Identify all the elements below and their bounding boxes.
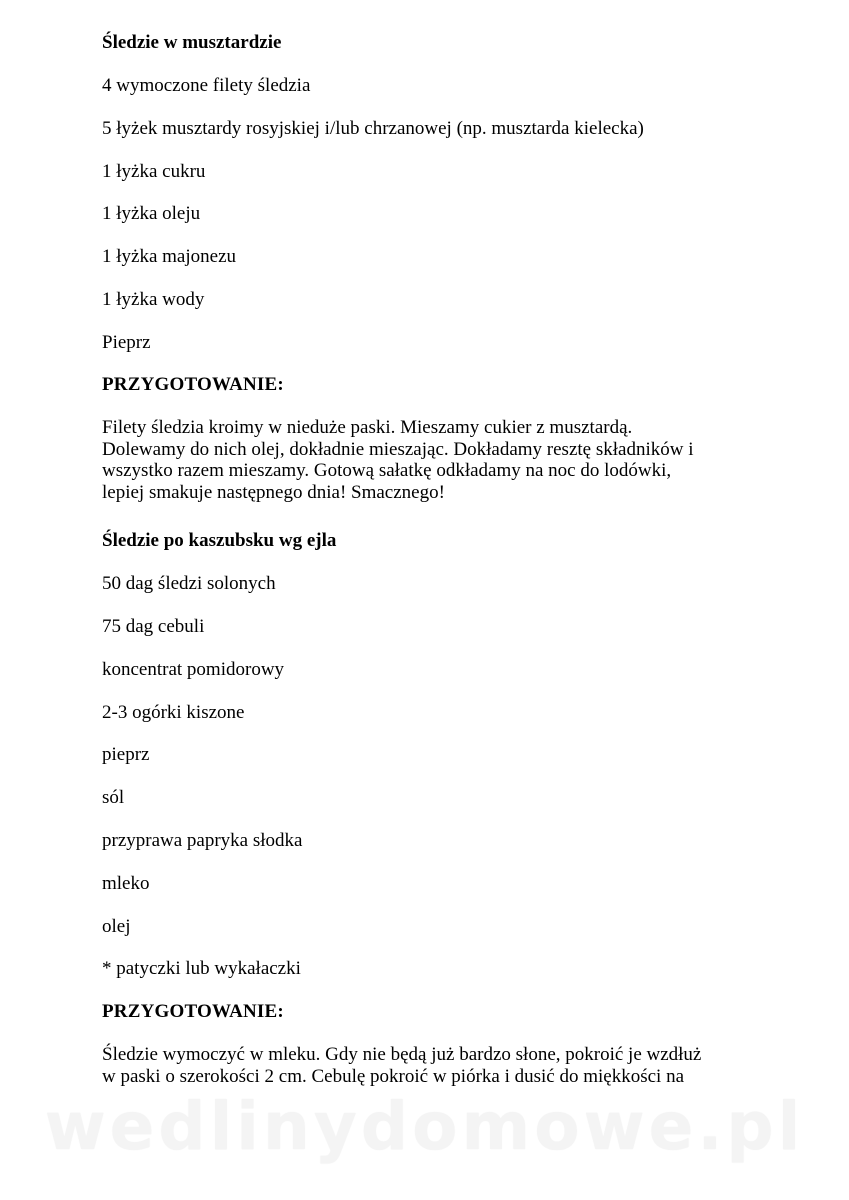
recipe1-prep-line: wszystko razem mieszamy. Gotową sałatkę odkładamy na noc do lodówki,	[102, 460, 672, 481]
recipe2-title: Śledzie po kaszubsku wg ejla	[102, 530, 337, 551]
recipe2-prep-line: Śledzie wymoczyć w mleku. Gdy nie będą już bardzo słone, pokroić je wzdłuż	[102, 1044, 702, 1065]
recipe1-ingredient: Pieprz	[102, 332, 151, 353]
recipe2-ingredient: olej	[102, 916, 131, 937]
recipe1-ingredient: 1 łyżka wody	[102, 289, 205, 310]
recipe1-ingredient: 5 łyżek musztardy rosyjskiej i/lub chrzanowej (np. musztarda kielecka)	[102, 118, 644, 139]
recipe1-prep-heading: PRZYGOTOWANIE:	[102, 374, 284, 395]
recipe1-ingredient: 1 łyżka cukru	[102, 161, 206, 182]
recipe2-ingredient: mleko	[102, 873, 150, 894]
recipe2-ingredient: sól	[102, 787, 125, 808]
recipe1-ingredient: 1 łyżka majonezu	[102, 246, 237, 267]
recipe2-ingredient: pieprz	[102, 744, 150, 765]
recipe1-prep-text	[102, 417, 742, 503]
recipe2-ingredient: 75 dag cebuli	[102, 616, 205, 637]
recipe2-ingredient: przyprawa papryka słodka	[102, 830, 303, 851]
recipe2-prep-line: w paski o szerokości 2 cm. Cebulę pokroić w piórka i dusić do miękkości na	[102, 1065, 685, 1087]
recipe1-prep-line: lepiej smakuje następnego dnia! Smacznego!	[102, 481, 445, 503]
recipe1-prep-line: Dolewamy do nich olej, dokładnie mieszając. Dokładamy resztę składników i	[102, 438, 694, 460]
recipe1-ingredient: 4 wymoczone filety śledzia	[102, 75, 311, 96]
recipe2-ingredient: 2-3 ogórki kiszone	[102, 702, 245, 723]
recipe2-ingredient: 50 dag śledzi solonych	[102, 573, 276, 594]
recipe2-prep-heading: PRZYGOTOWANIE:	[102, 1001, 284, 1022]
recipe1-prep-line: Filety śledzia kroimy w nieduże paski. Mieszamy cukier z musztardą.	[102, 417, 633, 438]
recipe1-ingredient: 1 łyżka oleju	[102, 203, 201, 224]
recipe2-ingredient: koncentrat pomidorowy	[102, 659, 285, 680]
recipe1-title: Śledzie w musztardzie	[102, 32, 282, 53]
recipe2-prep-text	[102, 1044, 742, 1087]
watermark: wedlinydomowe.pl	[44, 1088, 805, 1165]
recipe2-ingredient: * patyczki lub wykałaczki	[102, 958, 301, 979]
